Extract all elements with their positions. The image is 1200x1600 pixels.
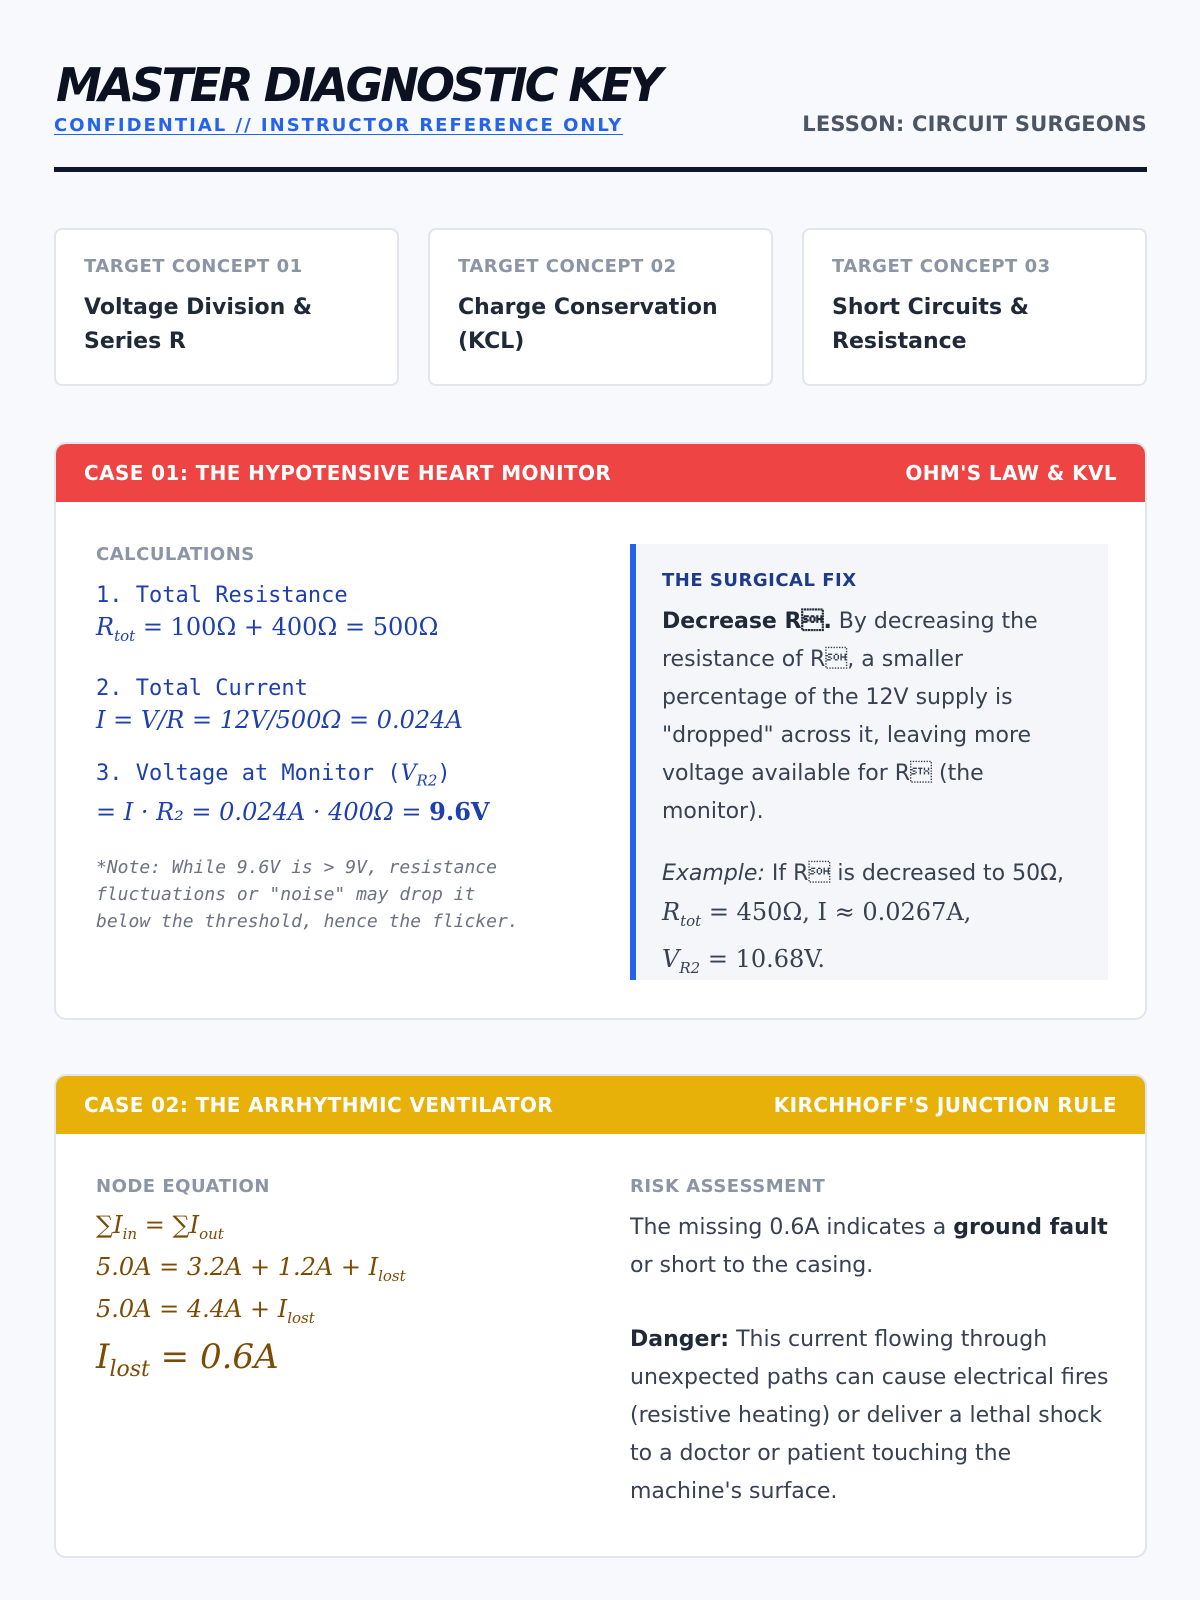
- case-01-tag: OHM'S LAW & KVL: [905, 461, 1117, 485]
- step-result: 9.6V: [429, 797, 490, 827]
- note-line: fluctuations or "noise" may drop it: [96, 884, 476, 906]
- target-concepts: [54, 228, 1147, 386]
- confidential-link[interactable]: CONFIDENTIAL // INSTRUCTOR REFERENCE ONLY: [54, 115, 624, 136]
- surgical-fix-text: [662, 603, 1082, 831]
- kcl-equation: $\sum I_{in} = \sum I_{out}$: [96, 1211, 224, 1243]
- concept-title-line: Voltage Division &: [84, 295, 313, 320]
- danger-label: Danger:: [630, 1327, 730, 1352]
- concept-title-line: Charge Conservation: [458, 295, 718, 320]
- equation-text: = 450Ω, I ≈ 0.0267A,: [708, 898, 972, 926]
- node-equations: [96, 1209, 576, 1393]
- kcl-substitution: $5.0A = 3.2A + 1.2A + I_{lost}$: [96, 1252, 406, 1285]
- example-text: [662, 855, 1082, 893]
- note-line: below the threshold, hence the flicker.: [96, 911, 519, 933]
- equation-text: = 10.68V.: [707, 944, 826, 973]
- concept-label: TARGET CONCEPT 02: [458, 256, 677, 277]
- concept-title-line: Resistance: [832, 329, 967, 354]
- page-title: MASTER DIAGNOSTIC KEY: [56, 58, 660, 112]
- concept-title-line: Series R: [84, 329, 186, 354]
- danger-body: This current flowing through unexpected paths can cause electrical fires (resistive heating) or deliver a lethal shock to a doctor or patient touching the machine's surface.: [630, 1327, 1109, 1504]
- step-label: 3. Voltage at Monitor $(V_{R2})$: [96, 760, 451, 790]
- step-label: 2. Total Current: [96, 675, 308, 701]
- concept-label: TARGET CONCEPT 03: [832, 256, 1051, 277]
- danger-text: [630, 1321, 1110, 1511]
- risk-assessment-panel: [630, 1176, 1110, 1511]
- step-equation: I = V/R = 12V/500Ω = 0.024A: [96, 705, 463, 734]
- calc-step-2: [96, 674, 576, 736]
- calc-note: [96, 854, 576, 935]
- lesson-name: LESSON: CIRCUIT SURGEONS: [802, 112, 1147, 136]
- concept-title-line: Short Circuits &: [832, 295, 1029, 320]
- kcl-simplified: $5.0A = 4.4A + I_{lost}$: [96, 1294, 315, 1327]
- calc-step-3: [96, 758, 576, 828]
- concept-label: TARGET CONCEPT 01: [84, 256, 303, 277]
- example-body: If R is decreased to 50Ω,: [764, 861, 1064, 886]
- risk-emphasis: ground fault: [953, 1215, 1108, 1240]
- equation-text: = 0.6A: [149, 1337, 279, 1378]
- surgical-fix-label: THE SURGICAL FIX: [662, 570, 857, 591]
- node-equation-panel: [96, 1176, 576, 1393]
- example-equation-1: $R_{tot} = 450\Omega$, I ≈ 0.0267A,: [662, 898, 972, 930]
- node-equation-label: NODE EQUATION: [96, 1176, 270, 1197]
- concept-card-02: [428, 228, 773, 386]
- risk-text: The missing 0.6A indicates a: [630, 1215, 954, 1240]
- concept-title: [84, 291, 369, 359]
- concept-card-01: [54, 228, 399, 386]
- case-02-header: [56, 1076, 1145, 1134]
- note-line: *Note: While 9.6V is > 9V, resistance: [96, 857, 497, 879]
- concept-title-line: (KCL): [458, 329, 525, 354]
- calculations-label: CALCULATIONS: [96, 544, 255, 565]
- risk-text: or short to the casing.: [630, 1253, 874, 1278]
- step-equation: [96, 796, 576, 828]
- step-equation: $R_{tot} = 100\Omega + 400\Omega = 500\Omega$: [96, 613, 439, 645]
- step-label: 1. Total Resistance: [96, 583, 348, 608]
- example-equation-2: $V_{R2} = 10.68V$.: [662, 944, 826, 977]
- step-label-text: 3. Voltage at Monitor (: [96, 760, 401, 786]
- fix-body: By decreasing the resistance of R, a smaller percentage of the 12V supply is "dropped" across it, leaving more voltage available for R (the monitor).: [662, 609, 1038, 824]
- concept-title: [832, 291, 1117, 359]
- case-02-card: [54, 1074, 1147, 1558]
- risk-summary: [630, 1209, 1110, 1285]
- concept-card-03: [802, 228, 1147, 386]
- calc-step-1: [96, 581, 576, 652]
- example-label: Example:: [662, 861, 765, 886]
- concept-title: [458, 291, 743, 359]
- risk-assessment-label: RISK ASSESSMENT: [630, 1176, 826, 1197]
- surgical-fix-panel: [630, 544, 1108, 980]
- equation-text: = 100Ω + 400Ω = 500Ω: [142, 613, 439, 641]
- equation-text: 5.0A = 3.2A + 1.2A +: [96, 1252, 369, 1281]
- case-01-card: [54, 442, 1147, 1020]
- case-01-header: [56, 444, 1145, 502]
- page-header: [54, 0, 1147, 172]
- case-02-title: CASE 02: THE ARRHYTHMIC VENTILATOR: [84, 1093, 554, 1117]
- case-01-title: CASE 01: THE HYPOTENSIVE HEART MONITOR: [84, 461, 612, 485]
- case-02-tag: KIRCHHOFF'S JUNCTION RULE: [773, 1093, 1117, 1117]
- equation-text: = I · R₂ = 0.024A · 400Ω =: [96, 798, 430, 827]
- fix-emphasis: Decrease R.: [662, 609, 832, 634]
- equation-text: 5.0A = 4.4A +: [96, 1294, 278, 1323]
- calculations-panel: [96, 544, 576, 935]
- kcl-result: $I_{lost} = 0.6A$: [96, 1337, 279, 1383]
